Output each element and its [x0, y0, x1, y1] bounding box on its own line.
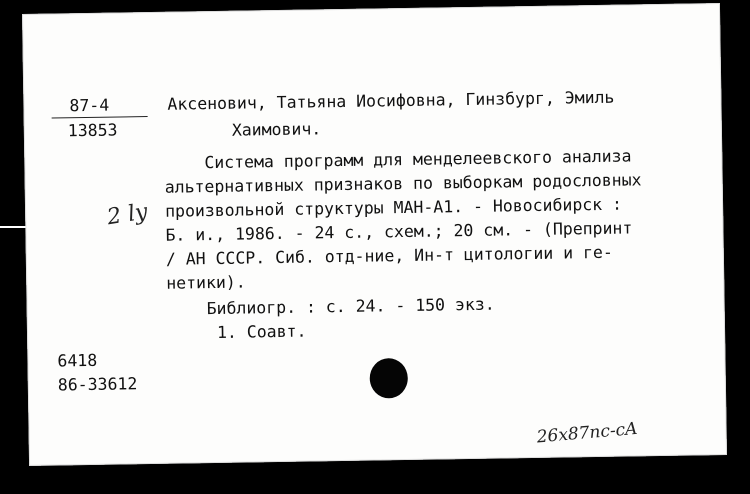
catalog-card	[22, 3, 727, 466]
call-number-top: 87-4	[69, 95, 110, 116]
series-line: / АН СССР. Сиб. отд-ние, Ин-т цитологии и ге-	[165, 242, 613, 269]
accession-number: 86-33612	[57, 374, 138, 395]
author-line-cont: Хаимович.	[231, 119, 322, 140]
imprint-line: Б. и., 1986. - 24 с., схем.; 20 см. - (Препринт	[165, 218, 633, 245]
title-line: альтернативных признаков по выборкам родословных	[164, 170, 642, 197]
title-line: Система программ для менделеевского анализа	[204, 146, 632, 173]
title-line: произвольной структуры МАН-А1. - Новосибирск :	[164, 194, 623, 221]
bibliography-note: Библиогр. : с. 24. - 150 экз.	[206, 294, 495, 319]
series-line-cont: нетики).	[166, 272, 246, 293]
call-number-divider	[52, 116, 148, 119]
author-line: Аксенович, Татьяна Иосифовна, Гинзбург, Эмиль	[167, 87, 615, 114]
tracing-note: 1. Соавт.	[216, 321, 307, 342]
call-number-bottom: 13853	[67, 120, 118, 141]
handwritten-margin-note: 2 ly	[105, 199, 150, 231]
accession-number: 6418	[57, 350, 98, 371]
handwritten-bottom-note: 26x87nc-cA	[535, 418, 639, 448]
scan-edge-mark	[0, 226, 26, 228]
punch-hole	[369, 358, 408, 399]
